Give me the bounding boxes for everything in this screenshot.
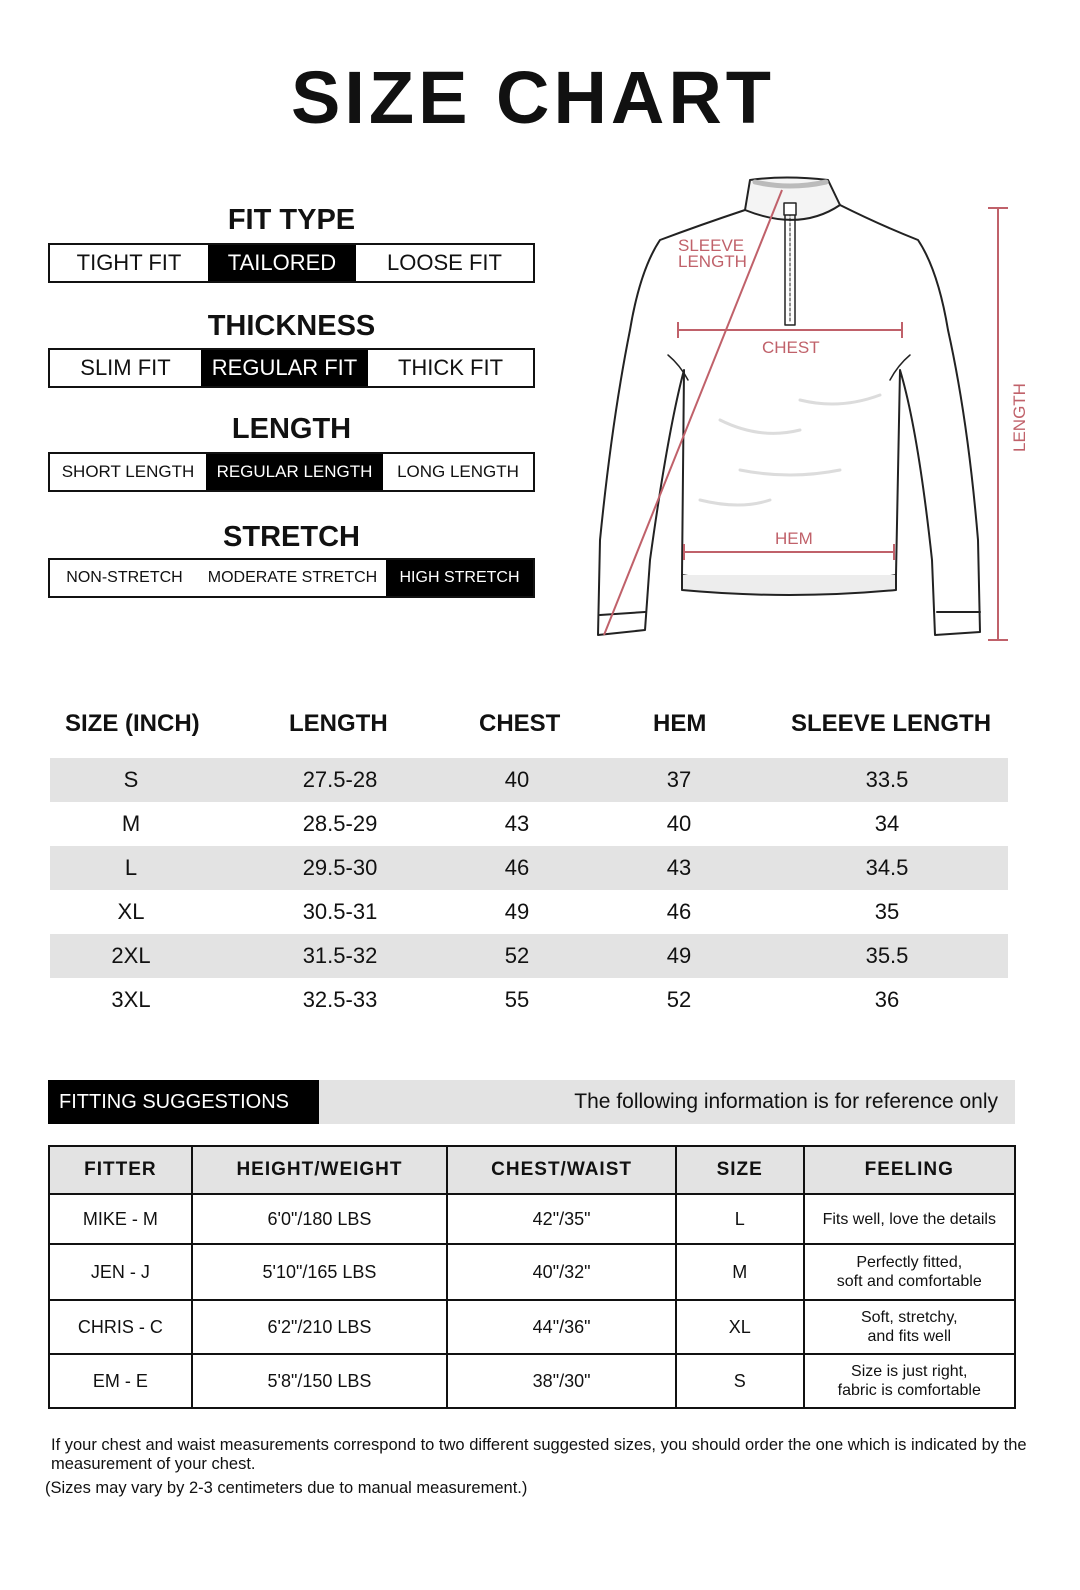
fitter-cell: CHRIS - C (49, 1300, 192, 1354)
feeling-cell (804, 1354, 1015, 1408)
length-option-regular[interactable]: REGULAR LENGTH (206, 454, 383, 490)
feeling-cell (804, 1194, 1015, 1244)
sleeve-cell: 33.5 (865, 767, 909, 792)
page-title: SIZE CHART (291, 56, 775, 139)
length-label: LENGTH (1010, 383, 1029, 452)
fitting-suggestions-label: FITTING SUGGESTIONS (48, 1080, 319, 1124)
feeling-cell (804, 1300, 1015, 1354)
shirt-diagram (580, 165, 1050, 655)
hem-label: HEM (775, 529, 813, 548)
hem-cell: 37 (666, 767, 692, 792)
length-option-short[interactable]: SHORT LENGTH (61, 462, 195, 481)
length-option-long[interactable]: LONG LENGTH (397, 462, 519, 481)
fitting-suggestions-bar (48, 1080, 1015, 1124)
length-cell: 32.5-33 (302, 987, 378, 1012)
chest-waist-cell: 38"/30" (447, 1354, 676, 1408)
feeling-line: and fits well (867, 1328, 952, 1345)
size-cell: XL (676, 1300, 804, 1354)
size-cell: XL (117, 899, 145, 924)
fitting-header-chest-waist: CHEST/WAIST (447, 1146, 676, 1194)
fitting-header-feeling: FEELING (804, 1146, 1015, 1194)
hem-cell: 43 (666, 855, 692, 880)
fitting-row (49, 1354, 1015, 1408)
thickness-option-slim[interactable]: SLIM FIT (80, 355, 171, 380)
feeling-line: Perfectly fitted, (856, 1254, 963, 1271)
fit-type-option-tight[interactable]: TIGHT FIT (76, 250, 182, 275)
size-cell: 3XL (111, 987, 151, 1012)
size-header-hem: HEM (653, 710, 707, 737)
hem-cell: 46 (666, 899, 692, 924)
stretch-selector (48, 558, 535, 598)
sleeve-length-label: SLEEVE (678, 236, 745, 255)
hem-cell: 40 (666, 811, 692, 836)
chest-cell: 52 (504, 943, 530, 968)
sleeve-length-label-2: LENGTH (678, 252, 747, 271)
shirt-body-outline (598, 205, 980, 635)
hem-cell: 49 (666, 943, 692, 968)
measurement-note: (Sizes may vary by 2-3 centimeters due to manual measurement.) (45, 1479, 528, 1497)
thickness-selector (48, 348, 535, 388)
size-row-xl (50, 890, 1008, 934)
stretch-option-non[interactable]: NON-STRETCH (66, 569, 183, 586)
feeling-cell (804, 1244, 1015, 1300)
size-header-size: SIZE (INCH) (65, 710, 200, 737)
fit-type-option-loose[interactable]: LOOSE FIT (387, 250, 502, 275)
feeling-line: Size is just right, (851, 1363, 968, 1380)
chest-waist-cell: 40"/32" (447, 1244, 676, 1300)
size-header-length: LENGTH (289, 710, 388, 737)
chest-cell: 49 (504, 899, 530, 924)
fitting-row (49, 1194, 1015, 1244)
fitter-cell: EM - E (49, 1354, 192, 1408)
size-header-sleeve: SLEEVE LENGTH (791, 710, 992, 737)
feeling-line: Soft, stretchy, (860, 1309, 958, 1326)
size-cell: L (124, 855, 138, 880)
fitting-header-size: SIZE (676, 1146, 804, 1194)
height-weight-cell: 6'2"/210 LBS (192, 1300, 448, 1354)
chest-label: CHEST (762, 338, 820, 357)
reference-note: The following information is for reference only (574, 1090, 998, 1113)
stretch-option-high[interactable]: HIGH STRETCH (386, 560, 533, 596)
sizing-note: If your chest and waist measurements correspond to two different suggested sizes, you should order the one which is indicated by the measurement of your chest. (51, 1436, 1027, 1473)
fitting-header-fitter: FITTER (49, 1146, 192, 1194)
length-heading: LENGTH (231, 413, 352, 445)
size-row-l (50, 846, 1008, 890)
fitter-cell: JEN - J (49, 1244, 192, 1300)
thickness-option-thick[interactable]: THICK FIT (397, 355, 504, 380)
size-row-2xl (50, 934, 1008, 978)
fitting-row (49, 1244, 1015, 1300)
size-row-m (50, 802, 1008, 846)
chest-cell: 46 (504, 855, 530, 880)
chest-cell: 43 (504, 811, 530, 836)
fit-type-heading: FIT TYPE (227, 204, 356, 236)
size-row-s (50, 758, 1008, 802)
size-header-chest: CHEST (479, 710, 561, 737)
size-cell: M (121, 811, 141, 836)
stretch-option-moderate[interactable]: MODERATE STRETCH (207, 569, 378, 586)
fitting-header-row (49, 1146, 1015, 1194)
size-cell: S (676, 1354, 804, 1408)
fit-type-selector (48, 243, 535, 283)
feeling-line: soft and comfortable (836, 1273, 982, 1290)
thickness-option-regular[interactable]: REGULAR FIT (201, 350, 368, 386)
hem-cell: 52 (666, 987, 692, 1012)
chest-cell: 55 (504, 987, 530, 1012)
feeling-line: fabric is comfortable (837, 1382, 981, 1399)
chest-waist-cell: 42"/35" (447, 1194, 676, 1244)
length-cell: 27.5-28 (302, 767, 378, 792)
length-cell: 30.5-31 (302, 899, 378, 924)
height-weight-cell: 5'8"/150 LBS (192, 1354, 448, 1408)
length-cell: 28.5-29 (302, 811, 378, 836)
height-weight-cell: 5'10"/165 LBS (192, 1244, 448, 1300)
stretch-heading: STRETCH (223, 521, 360, 553)
sleeve-cell: 35 (874, 899, 900, 924)
size-cell: S (123, 767, 139, 792)
size-cell: L (676, 1194, 804, 1244)
length-cell: 31.5-32 (302, 943, 378, 968)
length-cell: 29.5-30 (302, 855, 378, 880)
fitting-table (48, 1145, 1016, 1409)
fitting-row (49, 1300, 1015, 1354)
size-row-3xl (50, 978, 1008, 1022)
height-weight-cell: 6'0"/180 LBS (192, 1194, 448, 1244)
fitter-cell: MIKE - M (49, 1194, 192, 1244)
chest-cell: 40 (504, 767, 530, 792)
size-cell: 2XL (111, 943, 151, 968)
sleeve-cell: 35.5 (865, 943, 909, 968)
fit-type-option-tailored[interactable]: TAILORED (208, 245, 356, 281)
sleeve-cell: 34.5 (865, 855, 909, 880)
sleeve-cell: 34 (874, 811, 900, 836)
length-selector (48, 452, 535, 492)
thickness-heading: THICKNESS (207, 310, 376, 342)
chest-waist-cell: 44"/36" (447, 1300, 676, 1354)
size-cell: M (676, 1244, 804, 1300)
sleeve-cell: 36 (874, 987, 900, 1012)
feeling-line: Fits well, love the details (822, 1210, 996, 1228)
fitting-header-height-weight: HEIGHT/WEIGHT (192, 1146, 448, 1194)
